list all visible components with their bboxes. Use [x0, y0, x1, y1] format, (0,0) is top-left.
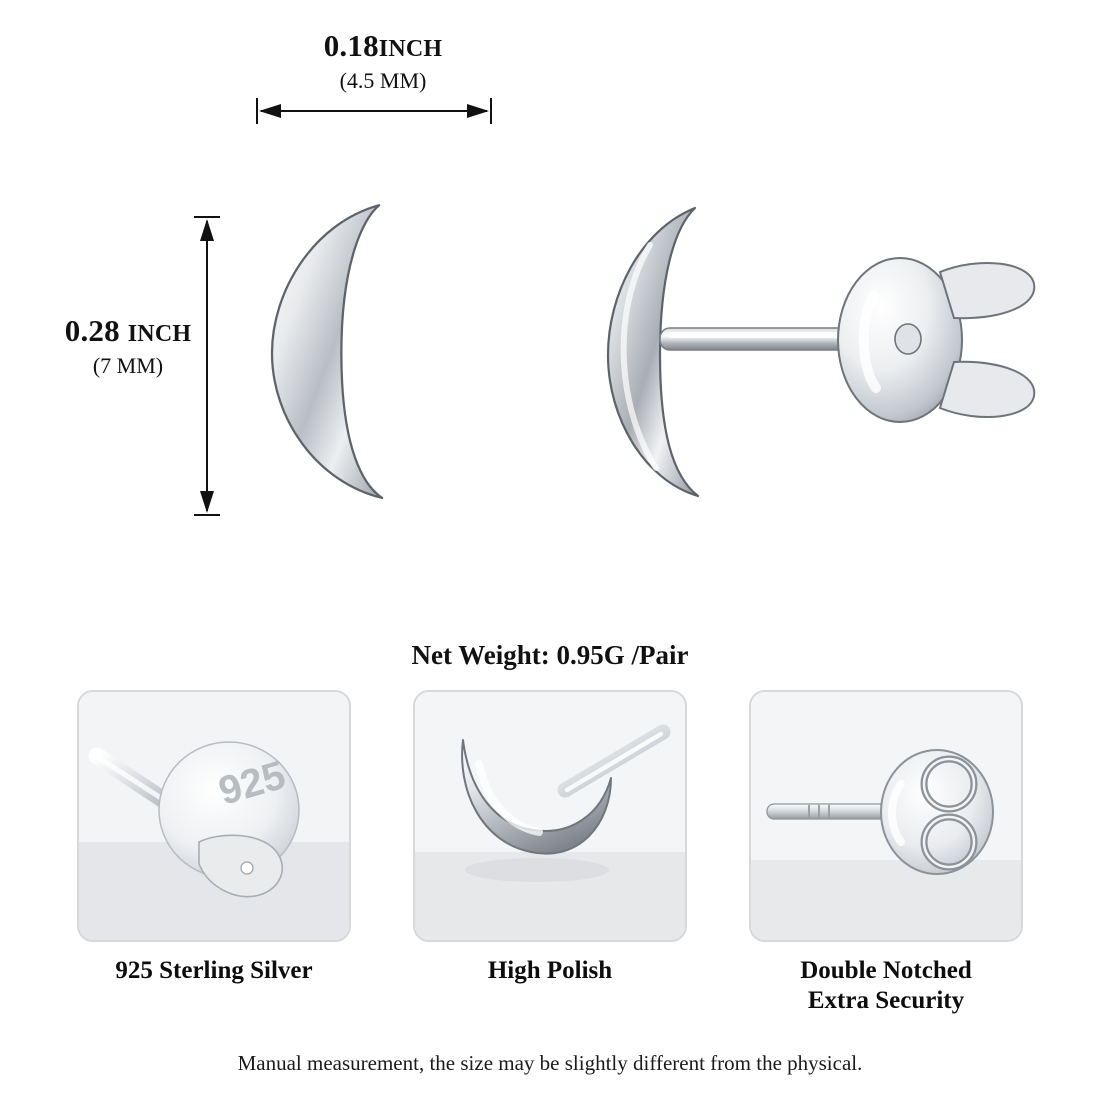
- feature-high-polish: [411, 690, 689, 1015]
- height-unit: INCH: [127, 321, 192, 347]
- feature-image-925: [77, 690, 351, 942]
- feature-925-sterling-silver: [75, 690, 353, 1015]
- width-unit: INCH: [378, 36, 443, 62]
- crescent-moon-stud-side-icon: [608, 208, 698, 496]
- height-arrow-icon: [190, 215, 224, 520]
- width-arrow-icon: [255, 94, 505, 128]
- feature-caption-925: 925 Sterling Silver: [115, 957, 313, 984]
- feature-image-polish: [413, 690, 687, 942]
- width-metric: (4.5 MM): [339, 67, 427, 93]
- svg-text:925: 925: [214, 753, 291, 814]
- feature-double-notched: [747, 690, 1025, 1015]
- feature-row: [0, 690, 1100, 1015]
- product-illustration: [240, 200, 1050, 600]
- width-dimension-label: [228, 28, 538, 93]
- height-value: 0.28: [64, 313, 120, 348]
- width-value: 0.18: [323, 28, 379, 63]
- feature-caption-notched-line1: Double Notched Extra Security: [800, 957, 972, 1014]
- width-value-line: [228, 28, 538, 64]
- feature-image-notched: [749, 690, 1023, 942]
- double-notched-back-icon: [751, 692, 1021, 940]
- net-weight-text: Net Weight: 0.95G /Pair: [411, 640, 689, 670]
- feature-caption-notched: [800, 956, 972, 1015]
- crescent-moon-stud-front-icon: [272, 205, 398, 498]
- earring-pair-illustration-icon: [240, 200, 1050, 600]
- footer-note: Manual measurement, the size may be slightly different from the physical.: [237, 1051, 863, 1075]
- height-metric: (7 MM): [92, 352, 164, 378]
- earring-back-stamp-icon: [79, 692, 349, 940]
- butterfly-earring-back-icon: [838, 258, 1034, 422]
- feature-caption-polish: High Polish: [487, 957, 613, 984]
- polished-moon-stud-icon: [415, 692, 685, 940]
